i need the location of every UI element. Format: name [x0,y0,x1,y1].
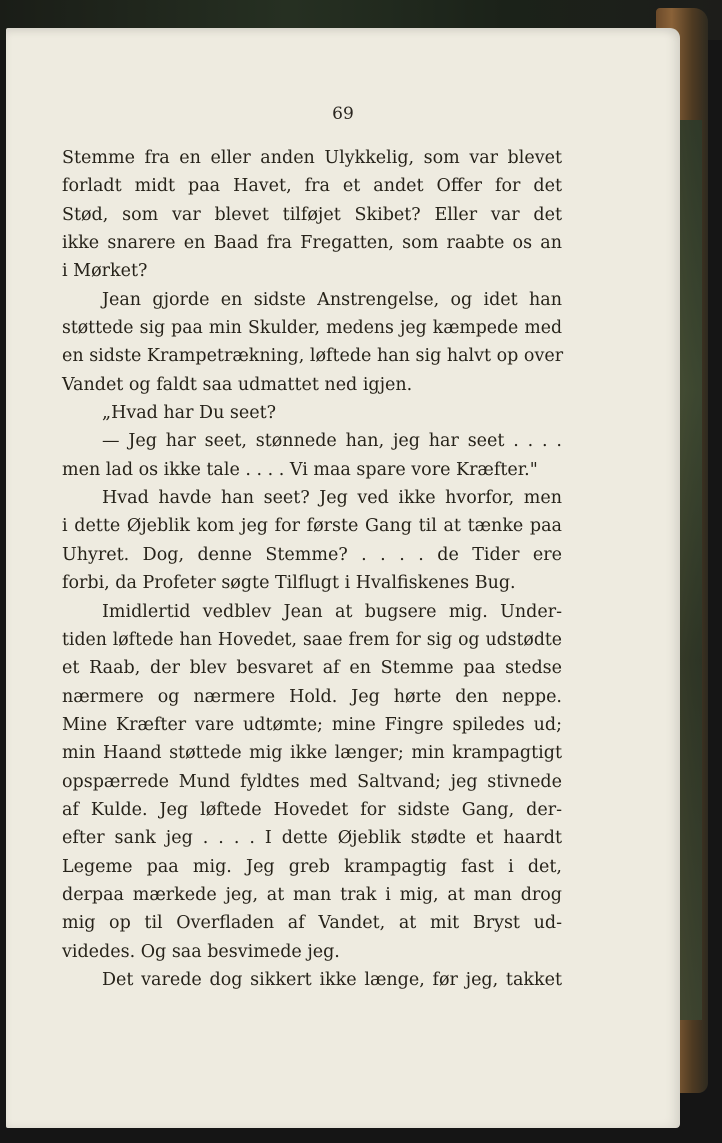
text-line: i Mørket? [62,261,148,282]
text-line: Imidlertid vedblev Jean at bugsere mig. Under- [102,601,562,622]
text-line: Mine Kræfter vare udtømte; mine Fingre spiledes ud; [62,714,562,735]
text-line: Jean gjorde en sidste Anstrengelse, og idet han [102,289,562,310]
text-line: i dette Øjeblik kom jeg for første Gang til at tænke paa [62,516,562,537]
page-text [62,144,562,994]
text-line: Det varede dog sikkert ikke længe, før jeg, takket [102,969,562,990]
text-line: — Jeg har seet, stønnede han, jeg har seet . . . . [102,431,562,452]
text-line: „Hvad har Du seet? [102,403,277,424]
text-line: min Haand støttede mig ikke længer; min krampagtigt [62,743,562,764]
text-line: forbi, da Profeter søgte Tilflugt i Hvalfiskenes Bug. [62,573,516,594]
text-line: af Kulde. Jeg løftede Hovedet for sidste Gang, der- [62,799,562,820]
text-line: videdes. Og saa besvimede jeg. [62,941,340,962]
text-line: støttede sig paa min Skulder, medens jeg kæmpede med [62,318,562,339]
book-page [6,28,680,1128]
text-line: forladt midt paa Havet, fra et andet Offer for det [62,176,562,197]
text-line: derpaa mærkede jeg, at man trak i mig, at man drog [62,884,562,905]
text-line: nærmere og nærmere Hold. Jeg hørte den neppe. [62,686,562,707]
text-line: mig op til Overfladen af Vandet, at mit Bryst ud- [62,913,562,934]
text-line: opspærrede Mund fyldtes med Saltvand; jeg stivnede [62,771,562,792]
text-line: tiden løftede han Hovedet, saae frem for sig og udstødte [62,629,562,650]
text-line: Stød, som var blevet tilføjet Skibet? Eller var det [62,204,562,225]
text-line: en sidste Krampetrækning, løftede han sig halvt op over [62,346,564,367]
text-line: ikke snarere en Baad fra Fregatten, som raabte os an [62,233,562,254]
text-line: Uhyret. Dog, denne Stemme? . . . . de Tider ere [62,544,562,565]
page-number: 69 [332,104,354,124]
text-line: Legeme paa mig. Jeg greb krampagtig fast i det, [62,856,562,877]
text-line: Hvad havde han seet? Jeg ved ikke hvorfor, men [102,488,562,509]
text-line: et Raab, der blev besvaret af en Stemme paa stedse [62,658,562,679]
text-line: men lad os ikke tale . . . . Vi maa spare vore Kræfter." [62,459,538,480]
text-line: Stemme fra en eller anden Ulykkelig, som var blevet [62,148,562,168]
text-line: efter sank jeg . . . . I dette Øjeblik stødte et haardt [62,828,562,849]
text-line: Vandet og faldt saa udmattet ned igjen. [62,374,413,395]
